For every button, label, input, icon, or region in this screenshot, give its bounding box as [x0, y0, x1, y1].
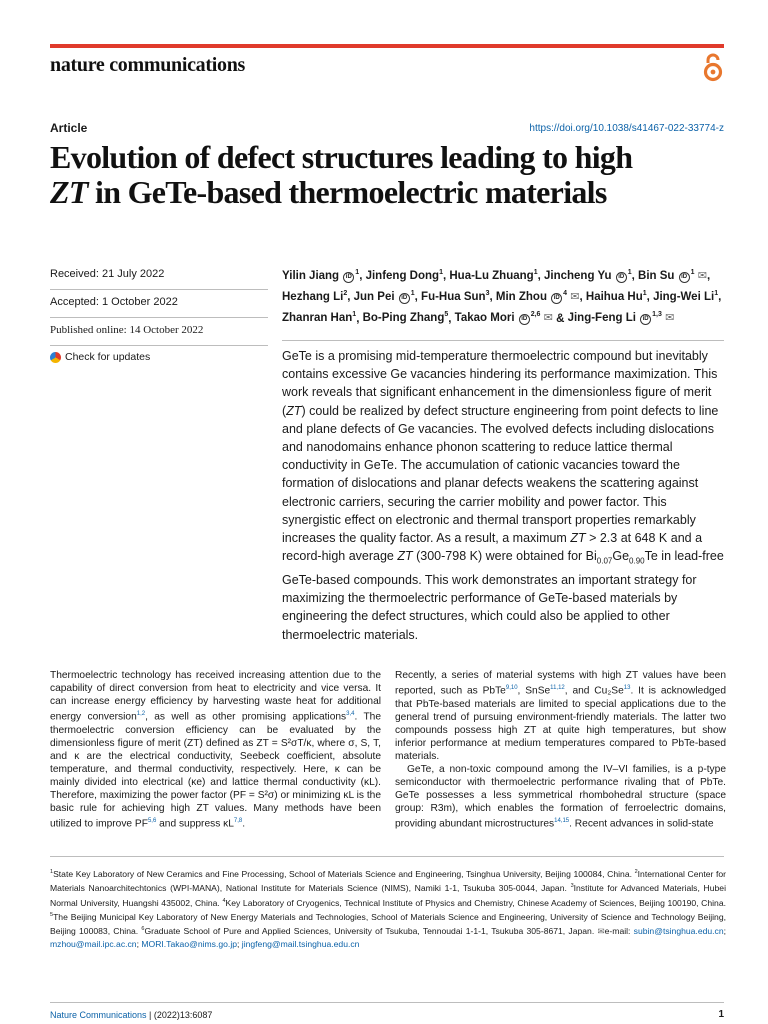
author-entry[interactable]: [363, 312, 449, 324]
abstract-text: GeTe is a promising mid-temperature thermoelectric compound but inevitably contains excessive Ge vacancies hindering its performance maximization. This work reveals that significant enhancement in the dimensionless figure of merit (: [282, 349, 718, 418]
body-text: . Recent advances in solid-state: [569, 818, 714, 830]
author-entry[interactable]: [638, 270, 707, 282]
abstract-subscript: 0.07: [596, 556, 613, 566]
abstract-text: Ge: [612, 549, 630, 564]
check-updates-icon: [50, 352, 61, 363]
affiliation-3: Institute for Advanced Materials, Hubei Normal University, Huangshi 435002, China.: [50, 883, 726, 908]
author-affiliation: 1: [690, 269, 695, 276]
abstract-zt: ZT: [397, 549, 413, 564]
author-name: Takao Mori: [454, 312, 515, 325]
author-name: Zhanran Han: [282, 312, 353, 325]
open-access-icon[interactable]: [702, 53, 724, 83]
orcid-icon[interactable]: iD: [519, 314, 530, 325]
affiliation-6: Graduate School of Pure and Applied Sciences, University of Tsukuba, Tennoudai 1-1-1, Tsukuba 305-8671, Japan.: [144, 926, 595, 937]
body-text: .: [242, 818, 246, 830]
author-affiliation: 1: [714, 290, 719, 298]
reference-link[interactable]: 5,6: [147, 818, 157, 825]
email-icon[interactable]: ✉: [543, 312, 553, 325]
email-link[interactable]: jingfeng@mail.tsinghua.edu.cn: [241, 938, 360, 949]
body-column-right: [395, 669, 726, 831]
affiliation-2: International Center for Materials Nanoarchitechtonics (WPI-MANA), National Institute for Materials Science (NIMS), Namiki 1-1, Tsukuba 305-0044, Japan.: [50, 868, 726, 894]
email-link[interactable]: subin@tsinghua.edu.cn: [633, 926, 724, 937]
accepted-date: Accepted: 1 October 2022: [50, 290, 268, 318]
author-affiliation: 1: [642, 290, 647, 298]
doi-link[interactable]: https://doi.org/10.1038/s41467-022-33774-z: [529, 123, 724, 134]
abstract-subscript: 0.90: [629, 556, 645, 566]
author-affiliation: 1: [627, 269, 632, 276]
body-text: Thermoelectric technology has received increasing attention due to the capability of direct conversion from heat to electricity and vice versa. It can increase energy efficiency by harvesting waste heat for additional energy conversion: [50, 670, 381, 723]
title-line-1: Evolution of defect structures leading to high: [50, 139, 633, 175]
body-text: . It is acknowledged that PbTe-based materials are limited to special applications due to the general trend of pursuing environment-friendly materials. The latter two compounds possess high ZT at quite high temperatures, but show inferior performance at medium temperatures compared to PbTe-based materials.: [395, 685, 726, 762]
email-icon[interactable]: ✉: [697, 269, 707, 282]
author-name: Jincheng Yu: [543, 269, 612, 282]
body-text: GeTe, a non-toxic compound among the IV–VI families, is a p-type semiconductor with thermoelectric performance rivaling that of PbTe. GeTe possesses a less symmetrical rhombohedral structure (space group: R3m), which enables the formation of ferroelectric domains, providing abundant microstructures: [395, 764, 726, 830]
author-affiliation: 1: [355, 269, 360, 276]
author-name: Jing-Wei Li: [653, 291, 715, 304]
check-updates-label: Check for updates: [65, 351, 151, 363]
article-type-label: Article: [50, 121, 88, 135]
abstract: [282, 347, 724, 644]
author-name: Jinfeng Dong: [365, 269, 440, 282]
body-text: , and Cu₂Se: [564, 685, 624, 697]
author-affiliation: 1: [533, 269, 538, 276]
orcid-icon[interactable]: iD: [399, 293, 410, 304]
abstract-zt: ZT: [286, 403, 302, 418]
author-entry[interactable]: [568, 312, 675, 324]
check-for-updates-button[interactable]: [50, 346, 268, 363]
author-name: Bo-Ping Zhang: [362, 312, 445, 325]
author-name: Fu-Hua Sun: [421, 291, 486, 304]
body-text: , SnSe: [517, 685, 551, 697]
orcid-icon[interactable]: iD: [343, 272, 354, 283]
author-entry[interactable]: [366, 270, 443, 282]
received-date: Received: 21 July 2022: [50, 262, 268, 290]
orcid-icon[interactable]: iD: [551, 293, 562, 304]
body-text: . The thermoelectric conversion efficiency can be evaluated by the dimensionless figure of merit (ZT) defined as ZT = S²σT/κ, where σ, S, T, and κ are the electrical conductivity, Seebeck coefficient, absolute temperature, and thermal conductivity, respectively. Here, κ can be mainly divided into electrical (κe) and lattice thermal conductivity (κL). Therefore, maximizing the power factor (PF = S²σ) or minimizing κL is the basic rule for achieving high ZT values. Many methods have been utilized to improve PF: [50, 711, 382, 830]
author-affiliation: 4: [563, 290, 568, 298]
footer-citation-text: | (2022)13:6087: [146, 1010, 213, 1020]
author-affiliation: 1,3: [652, 311, 662, 319]
email-icon: ✉: [597, 926, 605, 937]
header-accent-bar: [50, 44, 724, 48]
author-entry[interactable]: [544, 270, 632, 282]
email-icon[interactable]: ✉: [570, 291, 580, 304]
published-date: Published online: 14 October 2022: [50, 318, 268, 346]
author-affiliation: 1: [352, 311, 357, 319]
author-name: Hezhang Li: [282, 291, 344, 304]
journal-name: nature communications: [50, 54, 245, 76]
author-name: Jun Pei: [353, 291, 395, 304]
orcid-icon[interactable]: iD: [640, 314, 651, 325]
page-number: 1: [718, 1009, 724, 1020]
author-entry[interactable]: [282, 312, 356, 324]
affiliation-4: Key Laboratory of Cryogenics, Technical Institute of Physics and Chemistry, Chinese Academy of Sciences, Beijing 100190, China.: [225, 897, 726, 908]
title-zt: ZT: [50, 174, 88, 210]
reference-link[interactable]: 13: [623, 685, 631, 692]
author-entry[interactable]: [282, 291, 347, 303]
author-entry[interactable]: [653, 291, 718, 303]
abstract-text: Te in lead-free GeTe-based compounds. This work demonstrates an important strategy for maximizing the thermoelectric performance of GeTe-based materials by engineering the defect structures, which could also be applied to other thermoelectric materials.: [282, 549, 724, 642]
reference-link[interactable]: 3,4: [346, 711, 355, 718]
reference-link[interactable]: 1,2: [136, 711, 146, 718]
reference-link[interactable]: 7,8: [233, 818, 243, 825]
orcid-icon[interactable]: iD: [679, 272, 690, 283]
author-affiliation: 3: [485, 290, 490, 298]
body-column-left: [50, 669, 381, 831]
affiliations-footnote: $^1$State Key Laboratory of New Ceramics and Fine Processing, School of Materials Science and Engineering, Tsinghua University, Beijing 100084, China. $^2$International Center for Materials Nanoarchitechtonics (WPI-MANA), National Institute for Materials Science (NIMS), Namiki 1-1, Tsukuba 305-0044, Japan. $^3$Institute for Advanced Materials, Hubei Normal University, Huangshi 435002, China. $^4$Key Laboratory of Cryogenics, Technical Institute of Physics and Chemistry, Chinese Academy of Sciences, Beijing 100190, China. $^5$The Beijing Municipal Key Laboratory of New Energy Materials and Technologies, School of Materials Science and Engineering, University of Science and Technology Beijing, Beijing 100083, China. $^6$Graduate School of Pure and Applied Sciences, University of Tsukuba, Tennoudai 1-1-1, Tsukuba 305-8671, Japan. ✉e-mail: subin@tsinghua.edu.cn; mzhou@mail.ipc.ac.cn; MORI.Takao@nims.go.jp; jingfeng@mail.tsinghua.edu.cn: [50, 868, 727, 949]
author-name: Hua-Lu Zhuang: [449, 269, 534, 282]
author-name: Jing-Feng Li: [567, 312, 636, 325]
author-name: Bin Su: [638, 269, 675, 282]
author-entry[interactable]: [421, 291, 489, 303]
author-entry[interactable]: [586, 291, 647, 303]
author-list: Yilin Jiang $iD^1$, Jinfeng Dong$^1$, Hua-Lu Zhuang$^1$, Jincheng Yu $iD^1$, Bin Su $iD^1$ ✉, Hezhang Li$^2$, Jun Pei $iD^1$, Fu-Hua Sun$^3$, Min Zhou $iD^4$ ✉, Haihua Hu$^1$, Jing-Wei Li$^1$, Zhanran Han$^1$, Bo-Ping Zhang$^5$, Takao Mori iD$^{2,6}$ ✉ & Jing-Feng Li iD$^{1,3}$ ✉: [282, 269, 722, 325]
author-entry[interactable]: [282, 270, 359, 282]
email-link[interactable]: MORI.Takao@nims.go.jp: [141, 938, 238, 949]
body-text: and suppress κL: [156, 818, 234, 830]
author-entry[interactable]: [455, 312, 553, 324]
author-affiliation: 2: [343, 290, 348, 298]
body-text: , as well as other promising applications: [145, 711, 347, 723]
author-affiliation: 1: [410, 290, 415, 298]
abstract-zt: ZT: [570, 531, 586, 546]
article-dates: [50, 262, 268, 363]
author-affiliation: 1: [439, 269, 443, 276]
email-link[interactable]: mzhou@mail.ipc.ac.cn: [50, 938, 137, 949]
affiliation-1: State Key Laboratory of New Ceramics and Fine Processing, School of Materials Science and Engineering, Tsinghua University, Beijing 100084, China.: [53, 868, 632, 879]
reference-link[interactable]: 14,15: [554, 818, 570, 825]
email-label: e-mail:: [604, 926, 634, 937]
author-entry[interactable]: [449, 270, 537, 282]
reference-link[interactable]: 11,12: [550, 685, 565, 692]
body-paragraph: [50, 669, 381, 831]
article-title: [50, 140, 740, 210]
email-icon[interactable]: ✉: [665, 312, 675, 325]
title-line-2: in GeTe-based thermoelectric materials: [87, 174, 607, 210]
abstract-text: > 2.3 at 648 K and a record-high average: [282, 531, 703, 564]
footnote-divider: [50, 856, 724, 857]
footer-journal-link[interactable]: Nature Communications: [50, 1010, 147, 1020]
orcid-icon[interactable]: iD: [616, 272, 627, 283]
author-name: Yilin Jiang: [282, 269, 340, 282]
abstract-text: ) could be realized by defect structure engineering from point defects to line and plane defects of Ge vacancies. The evolved defects including dislocations and nanodomains enhance phonon scattering to reduce lattice thermal conductivity in GeTe. The accumulation of cationic vacancies toward the formation of dislocations and planar defects weakens the scattering against electronic carriers, securing the carrier mobility and power factor. This synergistic effect on electronic and thermal transport properties remarkably increases the quality factor. As a result, a maximum: [282, 403, 719, 546]
abstract-divider: [282, 340, 724, 341]
author-entry[interactable]: [496, 291, 580, 303]
author-name: Haihua Hu: [585, 291, 643, 304]
abstract-text: (300-798 K) were obtained for Bi: [412, 549, 597, 564]
author-name: Min Zhou: [495, 291, 547, 304]
footer-divider: [50, 1002, 724, 1003]
footer-citation: [50, 1010, 212, 1020]
reference-link[interactable]: 9,10: [505, 685, 518, 692]
body-text: Recently, a series of material systems with high ZT values have been reported, such as PbTe: [395, 670, 726, 697]
body-paragraph: [395, 669, 726, 763]
author-entry[interactable]: [354, 291, 415, 303]
author-affiliation: 5: [444, 311, 449, 319]
author-affiliation: 2,6: [530, 311, 541, 319]
affiliation-5: The Beijing Municipal Key Laboratory of New Energy Materials and Technologies, School of Materials Science and Engineering, University of Science and Technology Beijing, Beijing 100083, China.: [50, 911, 726, 937]
body-paragraph: [395, 763, 726, 831]
